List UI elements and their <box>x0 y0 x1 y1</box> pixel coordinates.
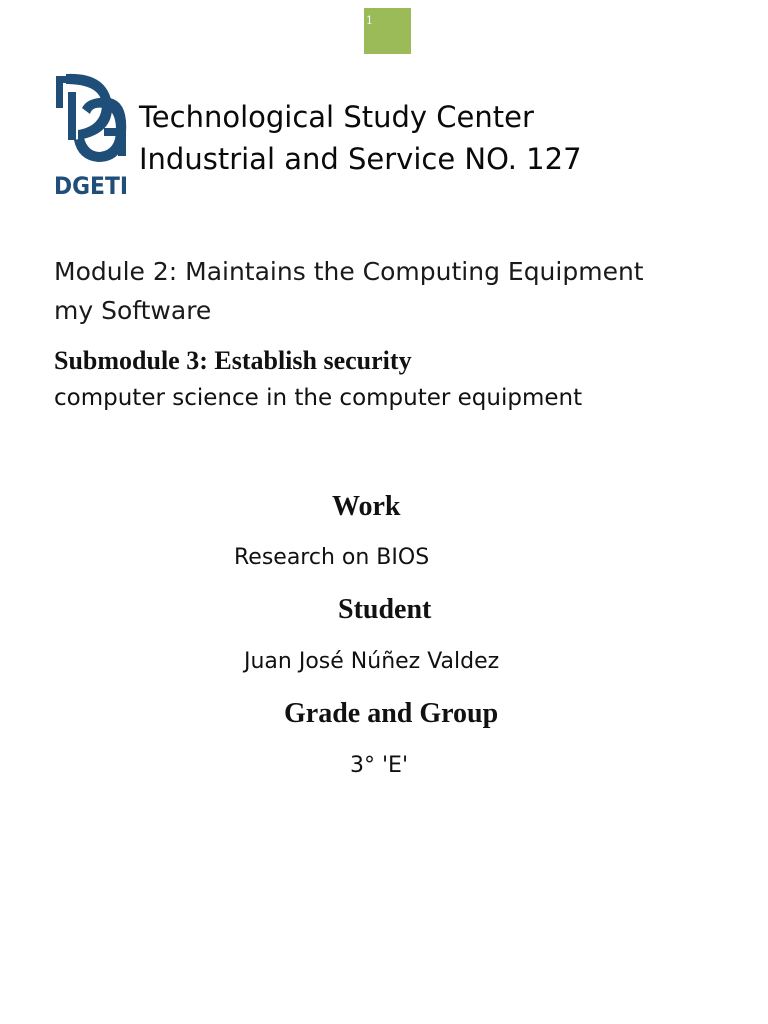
page-number: 1 <box>366 14 373 27</box>
school-name <box>139 96 582 180</box>
school-name-line-1: Technological Study Center <box>139 100 534 134</box>
dgeti-logo-icon <box>52 70 130 198</box>
school-name-line-2: Industrial and Service NO. 127 <box>139 142 582 176</box>
module-line-1: Module 2: Maintains the Computing Equipment <box>54 257 644 286</box>
grade-group-value: 3° 'E' <box>350 753 408 778</box>
student-name: Juan José Núñez Valdez <box>244 649 500 674</box>
module-line-2: my Software <box>54 296 212 325</box>
logo-text: DGETI <box>54 172 128 198</box>
dgeti-logo <box>52 70 130 198</box>
submodule-title: Submodule 3: Establish security <box>54 346 412 375</box>
work-value: Research on BIOS <box>234 545 430 570</box>
work-heading: Work <box>332 491 401 522</box>
grade-group-heading: Grade and Group <box>284 698 499 729</box>
submodule-description: computer science in the computer equipment <box>54 385 583 411</box>
module-title <box>54 252 644 330</box>
student-heading: Student <box>338 594 432 625</box>
page-number-badge <box>364 8 411 54</box>
